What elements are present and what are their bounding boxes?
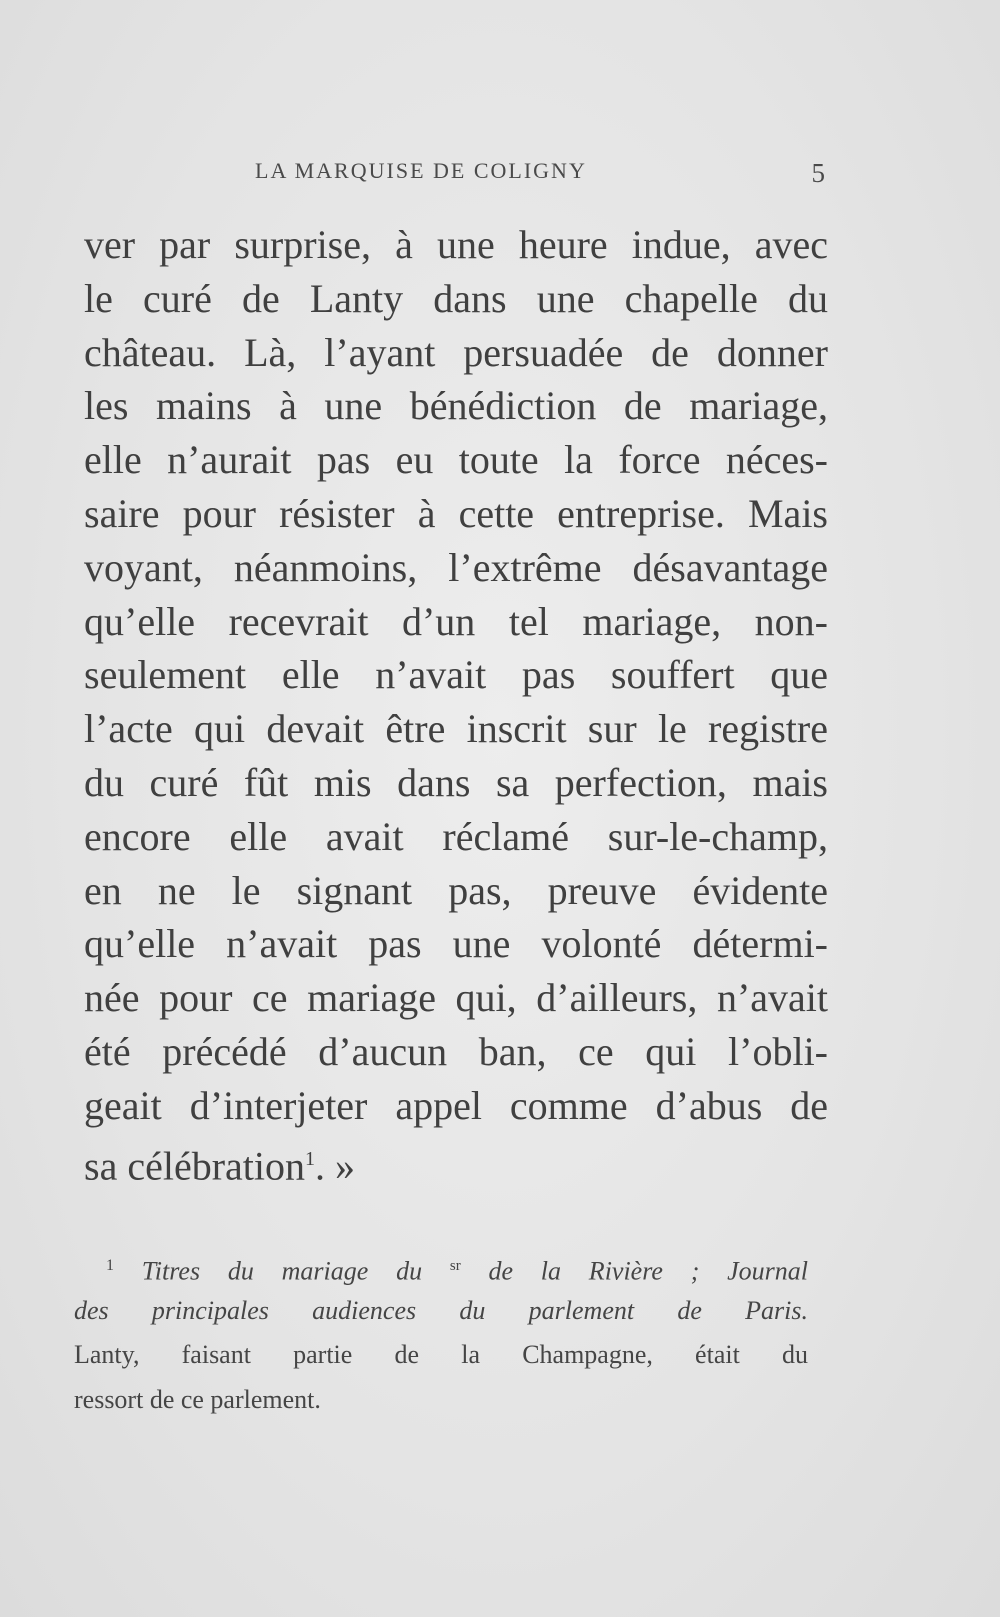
text-line: geait d’interjeter appel comme d’abus de bbox=[84, 1082, 828, 1128]
footnote-sieur-abbrev: sr bbox=[449, 1258, 461, 1274]
footnote-citation-b: de la Rivière ; Journal bbox=[488, 1256, 809, 1286]
page-number: 5 bbox=[811, 158, 825, 188]
running-title: LA MARQUISE DE COLIGNY bbox=[255, 158, 587, 183]
footnote-reference[interactable]: 1 bbox=[305, 1147, 315, 1170]
text-line: ver par surprise, à une heure indue, avec bbox=[84, 222, 828, 267]
closing-quote: . » bbox=[315, 1142, 355, 1188]
text-line: voyant, néanmoins, l’extrême désavantage bbox=[84, 544, 828, 590]
footnote-line: ressort de ce parlement. bbox=[74, 1384, 321, 1414]
body-text bbox=[84, 218, 828, 1186]
text-line: qu’elle n’avait pas une volonté détermi- bbox=[84, 921, 828, 967]
text-line: le curé de Lanty dans une chapelle du bbox=[84, 275, 828, 321]
text-line: elle n’aurait pas eu toute la force néces- bbox=[84, 437, 828, 483]
text-line-last bbox=[84, 1133, 828, 1187]
footnote-line: des principales audiences du parlement de Paris. bbox=[74, 1295, 808, 1325]
footnote-mark: 1 bbox=[106, 1257, 114, 1274]
text-line: l’acte qui devait être inscrit sur le registre bbox=[84, 706, 828, 752]
footnote-line: Lanty, faisant partie de la Champagne, était du bbox=[74, 1340, 808, 1369]
text-line: née pour ce mariage qui, d’ailleurs, n’avait bbox=[84, 975, 828, 1021]
text-line: qu’elle recevrait d’un tel mariage, non- bbox=[84, 598, 828, 644]
text-line: en ne le signant pas, preuve évidente bbox=[84, 867, 828, 913]
text-line: été précédé d’aucun ban, ce qui l’obli- bbox=[84, 1028, 828, 1074]
footnote-citation-a: Titres du mariage du bbox=[141, 1256, 423, 1286]
text-line: château. Là, l’ayant persuadée de donner bbox=[84, 329, 828, 375]
text-line: seulement elle n’avait pas souffert que bbox=[84, 652, 828, 698]
text-line: les mains à une bénédiction de mariage, bbox=[84, 383, 828, 429]
footnote-line bbox=[74, 1244, 808, 1289]
footnote bbox=[74, 1244, 808, 1422]
text-line: encore elle avait réclamé sur-le-champ, bbox=[84, 813, 828, 859]
last-line-text: sa célébration bbox=[84, 1142, 305, 1188]
running-head bbox=[255, 158, 825, 192]
text-line: saire pour résister à cette entreprise. Mais bbox=[84, 490, 828, 536]
text-line: du curé fût mis dans sa perfection, mais bbox=[84, 759, 828, 805]
